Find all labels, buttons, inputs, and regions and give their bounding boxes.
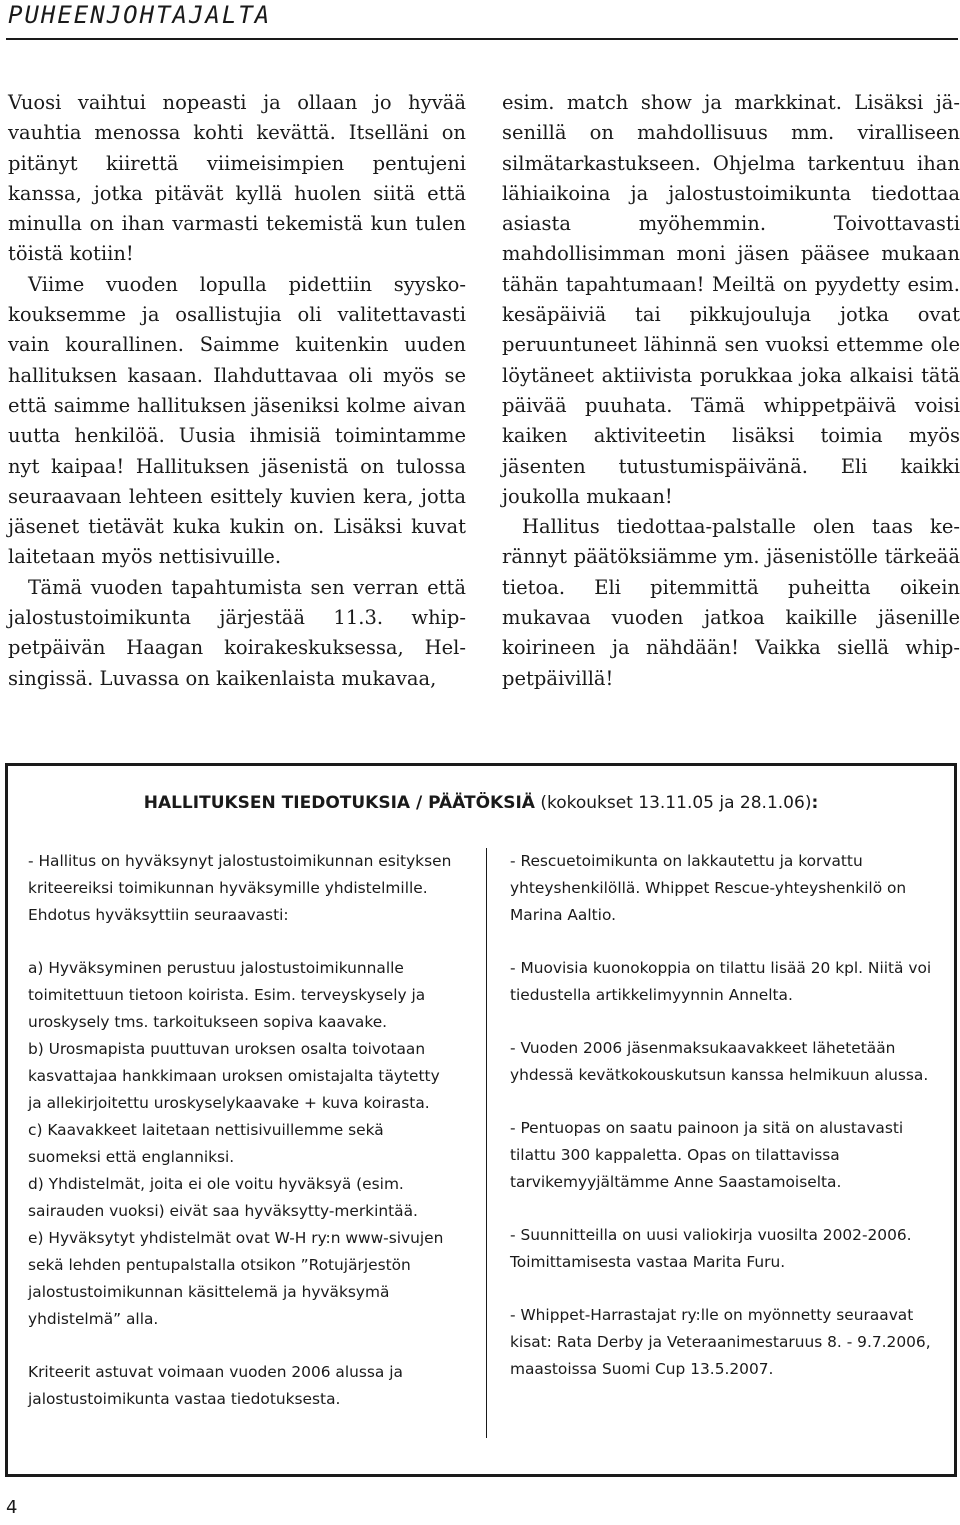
notice-item: e) Hyväksytyt yhdistelmät ovat W-H ry:n www-sivujen sekä lehden pentupalstalla otsikon ”Rotujärjestön jalostustoimikunnan käsittelemä ja hyväksymä yhdistelmä” alla. xyxy=(28,1229,444,1328)
notice-item: - Suunnitteilla on uusi valiokirja vuosilta 2002-2006. Toimittamisesta vastaa Marita Furu. xyxy=(510,1226,912,1271)
board-notices-box xyxy=(5,763,957,1477)
article-paragraph: Tämä vuoden tapahtumista sen verran että jalostustoimikunta järjestää 11.3. whippetpäivän Haagan koirakeskuksessa, Helsingissä. Luvassa on kaikenlaista mukavaa, xyxy=(8,575,466,690)
notices-heading-title: HALLITUKSEN TIEDOTUKSIA / PÄÄTÖKSIÄ xyxy=(143,793,535,813)
column-divider xyxy=(486,848,487,1438)
notice-item: - Hallitus on hyväksynyt jalostustoimikunnan esityksen kriteereiksi toimikunnan hyväksymille yhdistelmille. Ehdotus hyväksyttiin seuraavasti: xyxy=(28,852,452,924)
notice-item: a) Hyväksyminen perustuu jalostustoimikunnalle toimitettuun tietoon koirista. Esim. terveyskysely ja uroskysely tms. tarkoitukseen sopiva kaavake. xyxy=(28,959,426,1031)
article-right-column xyxy=(502,88,960,694)
notice-item: b) Urosmapista puuttuvan uroksen osalta toivotaan kasvattajaa hankkimaan uroksen omistajalta täytetty ja allekirjoitettu uroskyselykaavake + kuva koirasta. xyxy=(28,1040,440,1112)
page-number: 4 xyxy=(6,1497,18,1518)
notice-item: - Rescuetoimikunta on lakkautettu ja korvattu yhteyshenkilöllä. Whippet Rescue-yhteyshenkilö on Marina Aaltio. xyxy=(510,852,907,924)
article-paragraph: Vuosi vaihtui nopeasti ja ollaan jo hyvää vauhtia menossa kohti kevättä. Itselläni on pitänyt kiirettä viimeisimpien pentujeni kanssa, jotka pitävät kyllä huolen siitä että minulla on ihan varmasti tekemistä kun tulen töistä kotiin! xyxy=(8,91,466,266)
article-paragraph: esim. match show ja markkinat. Lisäksi jäsenillä on mahdollisuus mm. viralliseen silmätarkastukseen. Ohjelma tarkentuu ihan lähiaikoina ja jalostustoimikunta tiedottaa asiasta myöhemmin. Toivottavasti mahdollisimman moni jäsen pääsee mukaan tähän tapahtumaan! Meiltä on pyydetty esim. kesäpäiviä tai pikkujouluja jotka ovat peruuntuneet lähinnä sen vuoksi ettemme ole löytäneet aktiivista porukkaa joka alkaisi tätä päivää puuhata. Tämä whippetpäivä voisi kaiken aktiviteetin lisäksi toimia myös jäsenten tutustumispäivänä. Eli kaikki joukolla mukaan! xyxy=(502,91,960,508)
notices-right-column xyxy=(510,848,940,1383)
notice-item: d) Yhdistelmät, joita ei ole voitu hyväksyä (esim. sairauden vuoksi) eivät saa hyväksytty-merkintää. xyxy=(28,1175,418,1220)
notice-item: Kriteerit astuvat voimaan vuoden 2006 alussa ja jalostustoimikunta vastaa tiedotuksesta. xyxy=(28,1363,403,1408)
notice-item: - Vuoden 2006 jäsenmaksukaavakkeet lähetetään yhdessä kevätkokouskutsun kanssa helmikuun alussa. xyxy=(510,1039,929,1084)
notice-item: - Whippet-Harrastajat ry:lle on myönnetty seuraavat kisat: Rata Derby ja Veteraanimestaruus 8. - 9.7.2006, maastoissa Suomi Cup 13.5.2007. xyxy=(510,1306,931,1378)
header-rule xyxy=(6,38,958,40)
article-paragraph: Viime vuoden lopulla pidettiin syyskokouksemme ja osallistujia oli valitettavasti vain kourallinen. Saimme kuitenkin uuden hallituksen kasaan. Ilahduttavaa oli myös se että saimme hallituksen jäseniksi kolme aivan uutta henkilöä. Uusia ihmisiä toimintamme nyt kaipaa! Hallituksen jäsenistä on tulossa seuraavaan lehteen esittely kuvien kera, jotta jäsenet tietävät kuka kukin on. Lisäksi kuvat laitetaan myös nettisivuille. xyxy=(8,272,466,569)
notice-item: - Pentuopas on saatu painoon ja sitä on alustavasti tilattu 300 kappaletta. Opas on tilattavissa tarvikemyyjältämme Anne Saastamoiselta. xyxy=(510,1119,904,1191)
notices-left-column xyxy=(28,848,458,1413)
notice-item: c) Kaavakkeet laitetaan nettisivuillemme sekä suomeksi että englanniksi. xyxy=(28,1121,384,1166)
notices-heading-colon: : xyxy=(811,793,819,813)
article-left-column xyxy=(8,88,466,694)
notice-item: - Muovisia kuonokoppia on tilattu lisää 20 kpl. Niitä voi tiedustella artikkelimyynnin Annelta. xyxy=(510,959,932,1004)
page-title: PUHEENJOHTAJALTA xyxy=(8,1,272,29)
article-paragraph: Hallitus tiedottaa-palstalle olen taas kerännyt päätöksiämme ym. jäsenistölle tärkeää tietoa. Eli pitemmittä puheitta oikein mukavaa vuoden jatkoa kaikille jäsenille koirineen ja nähdään! Vaikka siellä whippetpäivillä! xyxy=(502,515,960,690)
notices-heading-dates: (kokoukset 13.11.05 ja 28.1.06) xyxy=(540,793,812,813)
notices-heading xyxy=(8,792,954,814)
